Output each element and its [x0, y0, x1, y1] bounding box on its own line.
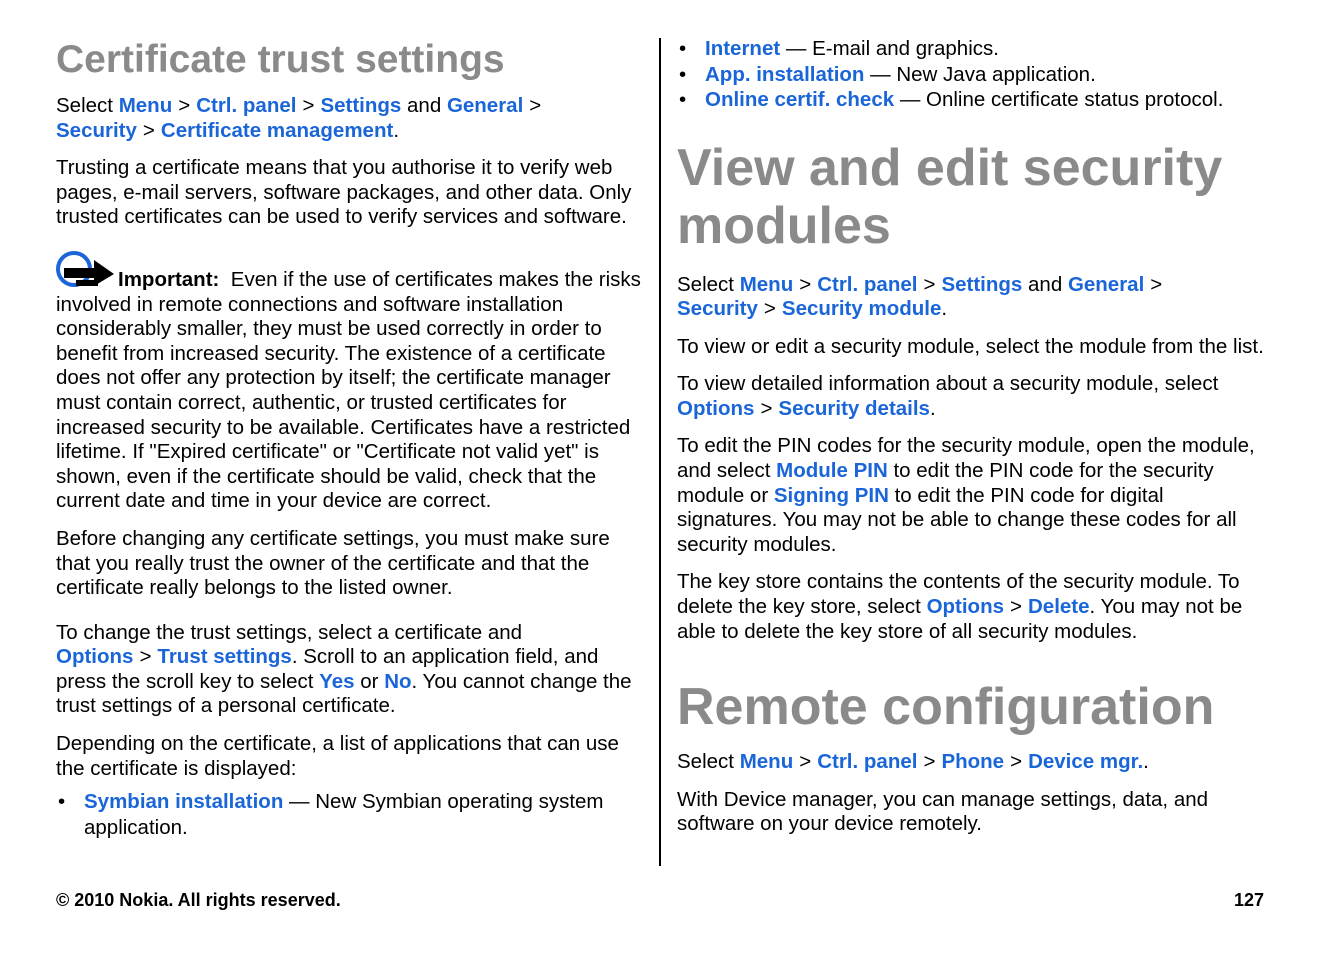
nav-separator: >: [529, 94, 542, 117]
bullet: •: [679, 88, 687, 111]
bullet: •: [679, 37, 687, 60]
link-trust-settings[interactable]: Trust settings: [157, 645, 292, 669]
link-online-certif-check[interactable]: Online certif. check: [705, 88, 895, 111]
link-module-pin[interactable]: Module PIN: [776, 459, 888, 483]
nav-path-certificate: [56, 94, 646, 143]
link-device-mgr[interactable]: Device mgr.: [1028, 750, 1144, 774]
page-number: 127: [1233, 890, 1264, 910]
section-heading-certificate-trust: Certificate trust settings: [56, 38, 505, 81]
text-run: To edit the PIN codes for the security module, open the module, and select: [677, 434, 1255, 483]
link-symbian-installation[interactable]: Symbian installation: [84, 790, 284, 814]
left-column: [56, 36, 646, 853]
section-heading-security-modules: View and edit security modules: [677, 138, 1223, 255]
list-item-desc: — Online certificate status protocol.: [894, 88, 1224, 111]
link-menu[interactable]: Menu: [739, 272, 794, 296]
nav-separator: >: [923, 272, 936, 296]
link-signing-pin[interactable]: Signing PIN: [773, 483, 889, 507]
section-heading-remote-configuration: Remote configuration: [677, 678, 1215, 737]
important-icon: [56, 250, 116, 290]
link-ctrl-panel[interactable]: Ctrl. panel: [817, 750, 918, 774]
important-note: [56, 250, 646, 514]
link-internet[interactable]: Internet: [705, 37, 781, 60]
link-no[interactable]: No: [384, 669, 412, 693]
list-item: [677, 87, 1269, 113]
important-text: Even if the use of certificates makes the risks involved in remote connections and software installation considerably smaller, they must be used correctly in order to benefit from increased security. The existence of a certificate does not offer any protection by itself; the certificate manager must contain correct, authentic, or trusted certificates for increased security to be available. Certificates have a restricted lifetime. If "Expired certificate" or "Certificate not valid yet" is shown, even if the certificate should be valid, check that the current date and time in your device are correct.: [56, 267, 641, 513]
link-phone[interactable]: Phone: [941, 750, 1005, 774]
nav-text: and: [1028, 272, 1063, 296]
list-item: [677, 36, 1269, 62]
text-run: The key store contains the contents of the security module. To delete the key store, select: [677, 570, 1240, 619]
link-certificate-management[interactable]: Certificate management: [160, 118, 394, 142]
nav-text: Select: [56, 94, 113, 117]
text-run: . You cannot change the trust settings of a personal certificate.: [56, 669, 632, 718]
paragraph-detailed-info: [677, 372, 1269, 421]
paragraph-pin-codes: [677, 434, 1269, 557]
text-run: To view detailed information about a security module, select: [677, 372, 1219, 396]
list-item-desc: — New Symbian operating system application.: [84, 790, 604, 839]
paragraph-depending: Depending on the certificate, a list of applications that can use the certificate is displayed:: [56, 732, 619, 780]
copyright-text: © 2010 Nokia. All rights reserved.: [56, 890, 341, 910]
link-general[interactable]: General: [1067, 272, 1145, 296]
paragraph-change-trust: [56, 621, 646, 719]
text-run: or: [360, 669, 379, 693]
application-list-continued: [677, 36, 1269, 113]
text-run: to edit the PIN code for digital signatures. You may not be able to change these codes for all security modules.: [677, 483, 1237, 556]
nav-path-security-module: [677, 273, 1269, 322]
nav-text: .: [393, 118, 400, 142]
link-general[interactable]: General: [446, 94, 524, 117]
link-security-details[interactable]: Security details: [778, 396, 930, 420]
nav-text: .: [941, 297, 948, 321]
list-item: [56, 789, 646, 840]
paragraph-device-manager: With Device manager, you can manage settings, data, and software on your device remotely.: [677, 787, 1209, 836]
link-settings[interactable]: Settings: [941, 272, 1023, 296]
link-menu[interactable]: Menu: [118, 94, 173, 117]
nav-path-remote-config: [677, 750, 1269, 775]
right-column: [677, 36, 1269, 850]
nav-separator: >: [799, 750, 812, 774]
paragraph-view-edit: To view or edit a security module, select the module from the list.: [677, 334, 1264, 358]
link-menu[interactable]: Menu: [739, 750, 794, 774]
nav-separator: >: [178, 94, 191, 117]
nav-text: and: [407, 94, 442, 117]
important-label: Important:: [118, 267, 220, 291]
nav-separator: >: [139, 645, 152, 669]
application-list: [56, 789, 646, 840]
text-run: To change the trust settings, select a certificate and: [56, 620, 523, 644]
nav-text: .: [1143, 750, 1149, 774]
link-settings[interactable]: Settings: [320, 94, 402, 117]
list-item: [677, 62, 1269, 88]
link-options[interactable]: Options: [677, 396, 755, 420]
nav-separator: >: [1150, 272, 1163, 296]
page-footer: [56, 890, 1264, 911]
nav-separator: >: [1010, 750, 1023, 774]
paragraph-before-changing: Before changing any certificate settings, you must make sure that you really trust the owner of the certificate and that the certificate really belongs to the listed owner.: [56, 526, 610, 600]
nav-text: Select: [677, 750, 734, 774]
link-ctrl-panel[interactable]: Ctrl. panel: [196, 94, 297, 117]
nav-separator: >: [1010, 595, 1022, 619]
bullet: •: [679, 62, 687, 86]
link-security-module[interactable]: Security module: [781, 297, 942, 321]
bullet: •: [58, 790, 66, 814]
link-security[interactable]: Security: [56, 118, 137, 142]
nav-separator: >: [763, 297, 776, 321]
link-yes[interactable]: Yes: [319, 669, 355, 693]
text-run: .: [929, 396, 936, 420]
paragraph-trusting: Trusting a certificate means that you authorise it to verify web pages, e-mail servers, software packages, and other data. Only trusted certificates can be used to verify services and software.: [56, 156, 632, 229]
link-security[interactable]: Security: [677, 297, 758, 321]
text-run: to edit the PIN code for the security module or: [677, 459, 1214, 507]
text-run: . Scroll to an application field, and press the scroll key to select: [56, 645, 599, 693]
nav-separator: >: [302, 94, 315, 117]
text-run: . You may not be able to delete the key store of all security modules.: [677, 595, 1243, 643]
nav-separator: >: [760, 396, 773, 420]
paragraph-key-store: [677, 570, 1269, 644]
nav-separator: >: [923, 750, 936, 774]
list-item-desc: — E-mail and graphics.: [780, 37, 999, 60]
link-options[interactable]: Options: [56, 645, 134, 669]
link-app-installation[interactable]: App. installation: [705, 62, 865, 86]
list-item-desc: — New Java application.: [864, 62, 1096, 86]
nav-separator: >: [142, 118, 155, 142]
nav-separator: >: [799, 272, 812, 296]
column-divider: [659, 38, 661, 866]
link-options[interactable]: Options: [926, 595, 1004, 619]
link-ctrl-panel[interactable]: Ctrl. panel: [817, 272, 918, 296]
nav-text: Select: [677, 272, 734, 296]
link-delete[interactable]: Delete: [1027, 595, 1090, 619]
